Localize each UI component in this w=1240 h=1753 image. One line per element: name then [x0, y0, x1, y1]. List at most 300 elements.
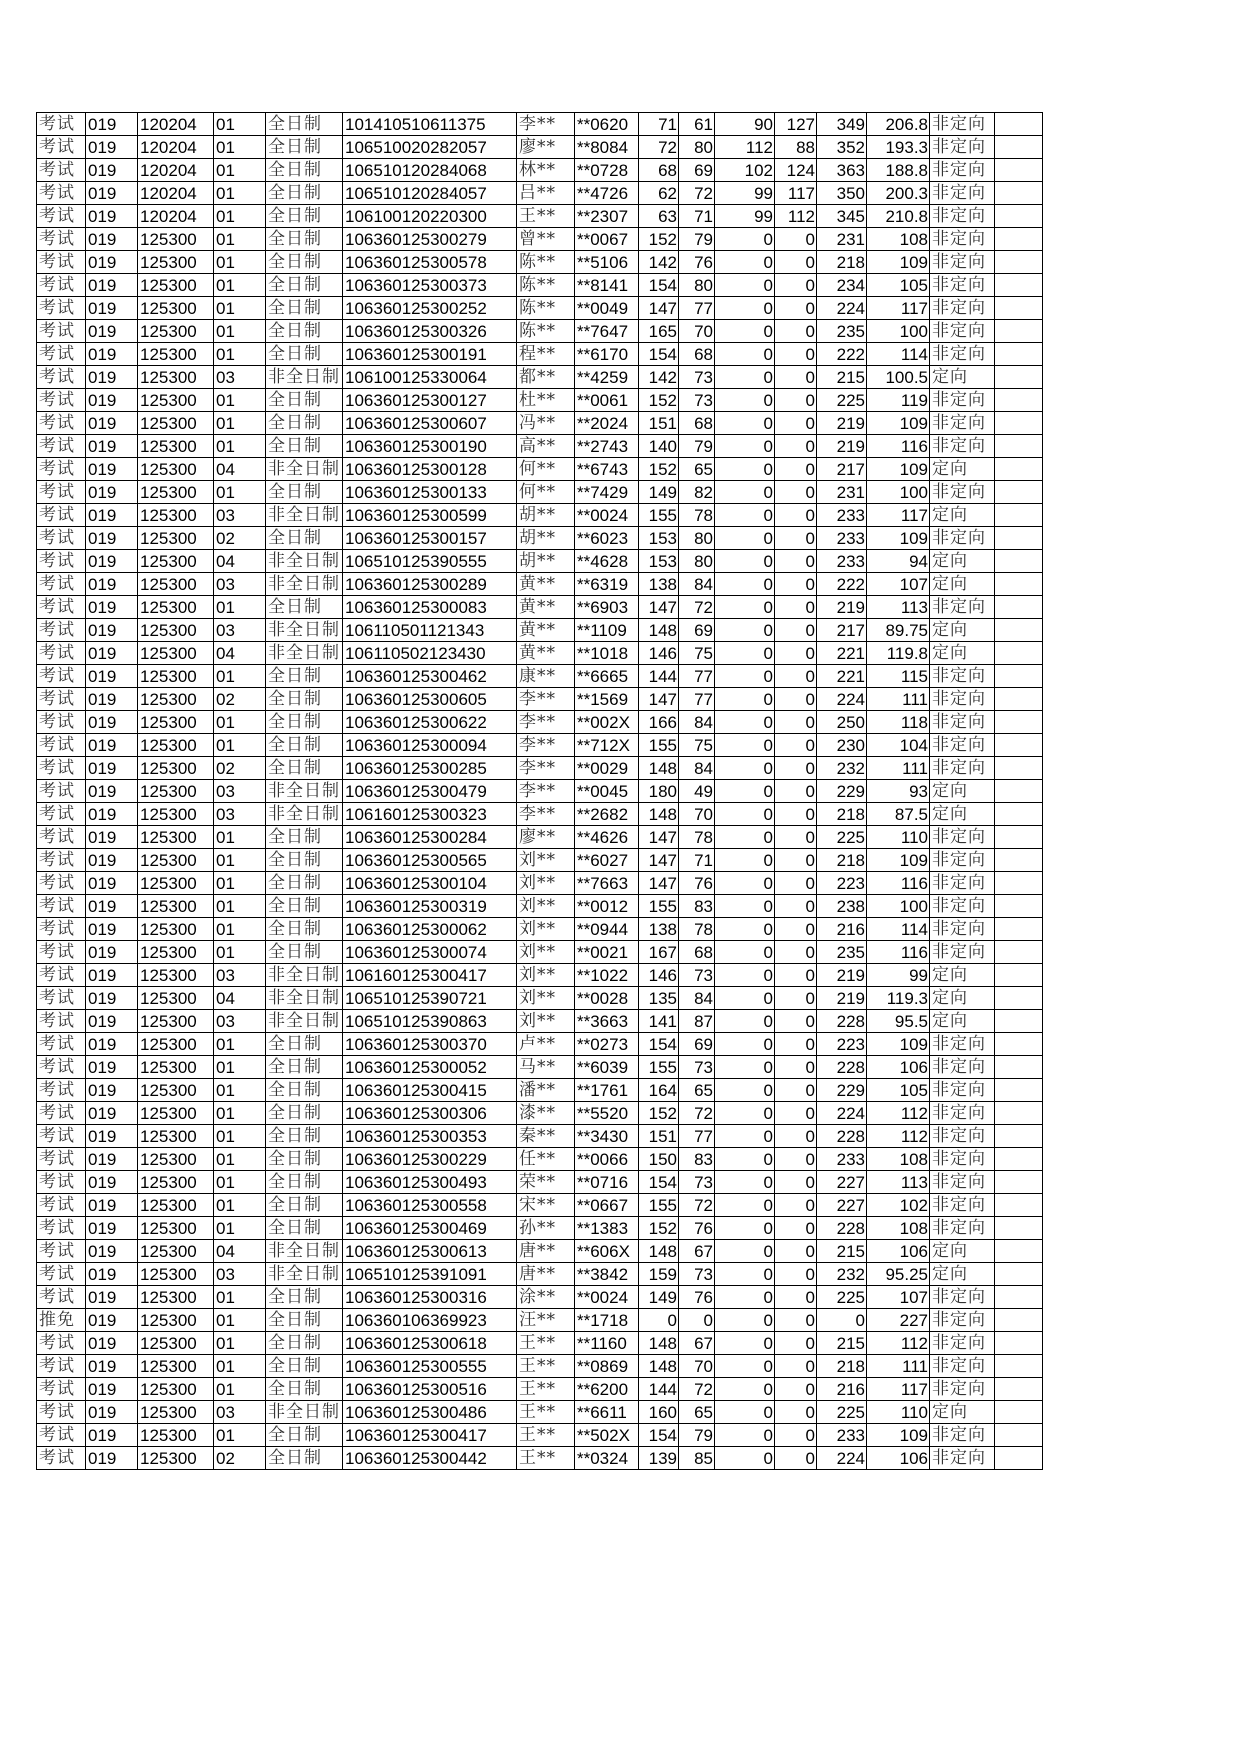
total-score-cell: 229 — [817, 780, 867, 803]
study-mode-cell: 全日制 — [266, 1102, 343, 1125]
score-subject3-cell: 0 — [715, 1332, 775, 1355]
candidate-id-cell: 106360125300094 — [343, 734, 517, 757]
score-english-cell: 70 — [679, 1355, 715, 1378]
major-code-cell: 125300 — [138, 849, 214, 872]
score-subject4-cell: 0 — [775, 895, 817, 918]
study-mode-cell: 非全日制 — [266, 780, 343, 803]
retest-score-cell: 100 — [867, 481, 930, 504]
dept-code-cell: 019 — [86, 1286, 138, 1309]
candidate-id-cell: 106360125300326 — [343, 320, 517, 343]
id-suffix-cell: **4628 — [575, 550, 639, 573]
candidate-id-cell: 106510120284057 — [343, 182, 517, 205]
total-score-cell: 225 — [817, 1286, 867, 1309]
study-mode-cell: 全日制 — [266, 320, 343, 343]
score-subject4-cell: 0 — [775, 1079, 817, 1102]
remark-cell — [995, 504, 1043, 527]
total-score-cell: 225 — [817, 826, 867, 849]
total-score-cell: 219 — [817, 412, 867, 435]
score-subject3-cell: 0 — [715, 596, 775, 619]
retest-score-cell: 227 — [867, 1309, 930, 1332]
id-suffix-cell: **0029 — [575, 757, 639, 780]
score-english-cell: 78 — [679, 918, 715, 941]
remark-cell — [995, 826, 1043, 849]
candidate-name-cell: 陈** — [517, 320, 575, 343]
score-subject3-cell: 0 — [715, 1079, 775, 1102]
exam-type-cell: 考试 — [37, 1378, 86, 1401]
orientation-cell: 定向 — [930, 803, 995, 826]
candidate-name-cell: 马** — [517, 1056, 575, 1079]
exam-type-cell: 考试 — [37, 1125, 86, 1148]
orientation-cell: 定向 — [930, 1401, 995, 1424]
table-row — [37, 297, 1043, 320]
candidate-name-cell: 李** — [517, 688, 575, 711]
orientation-cell: 非定向 — [930, 734, 995, 757]
candidate-id-cell: 106360125300052 — [343, 1056, 517, 1079]
score-english-cell: 80 — [679, 550, 715, 573]
total-score-cell: 215 — [817, 1332, 867, 1355]
score-subject4-cell: 0 — [775, 596, 817, 619]
orientation-cell: 非定向 — [930, 895, 995, 918]
major-code-cell: 125300 — [138, 228, 214, 251]
candidate-name-cell: 王** — [517, 1355, 575, 1378]
candidate-name-cell: 高** — [517, 435, 575, 458]
candidate-id-cell: 106360125300479 — [343, 780, 517, 803]
candidate-id-cell: 106360125300316 — [343, 1286, 517, 1309]
score-subject4-cell: 0 — [775, 1102, 817, 1125]
score-subject3-cell: 0 — [715, 642, 775, 665]
orientation-cell: 非定向 — [930, 136, 995, 159]
dept-code-cell: 019 — [86, 527, 138, 550]
candidate-name-cell: 刘** — [517, 849, 575, 872]
score-subject4-cell: 0 — [775, 527, 817, 550]
retest-score-cell: 105 — [867, 1079, 930, 1102]
candidate-id-cell: 106360125300133 — [343, 481, 517, 504]
score-subject3-cell: 112 — [715, 136, 775, 159]
score-subject4-cell: 0 — [775, 573, 817, 596]
major-code-cell: 125300 — [138, 1240, 214, 1263]
table-row — [37, 1263, 1043, 1286]
remark-cell — [995, 1309, 1043, 1332]
candidate-name-cell: 唐** — [517, 1263, 575, 1286]
orientation-cell: 非定向 — [930, 1447, 995, 1470]
orientation-cell: 非定向 — [930, 1125, 995, 1148]
retest-score-cell: 106 — [867, 1240, 930, 1263]
score-subject3-cell: 0 — [715, 1401, 775, 1424]
score-english-cell: 77 — [679, 688, 715, 711]
total-score-cell: 227 — [817, 1194, 867, 1217]
study-mode-cell: 全日制 — [266, 228, 343, 251]
score-politics-cell: 151 — [639, 412, 679, 435]
score-politics-cell: 148 — [639, 757, 679, 780]
score-subject4-cell: 0 — [775, 481, 817, 504]
remark-cell — [995, 274, 1043, 297]
candidate-name-cell: 胡** — [517, 550, 575, 573]
remark-cell — [995, 136, 1043, 159]
orientation-cell: 非定向 — [930, 205, 995, 228]
table-row — [37, 366, 1043, 389]
score-subject3-cell: 0 — [715, 734, 775, 757]
direction-code-cell: 02 — [214, 688, 266, 711]
id-suffix-cell: **0716 — [575, 1171, 639, 1194]
id-suffix-cell: **3430 — [575, 1125, 639, 1148]
direction-code-cell: 01 — [214, 1332, 266, 1355]
score-politics-cell: 150 — [639, 1148, 679, 1171]
candidate-name-cell: 都** — [517, 366, 575, 389]
score-subject3-cell: 0 — [715, 872, 775, 895]
exam-type-cell: 考试 — [37, 458, 86, 481]
total-score-cell: 233 — [817, 527, 867, 550]
score-politics-cell: 164 — [639, 1079, 679, 1102]
table-row — [37, 619, 1043, 642]
remark-cell — [995, 573, 1043, 596]
table-row — [37, 872, 1043, 895]
score-politics-cell: 138 — [639, 573, 679, 596]
score-subject4-cell: 0 — [775, 872, 817, 895]
study-mode-cell: 全日制 — [266, 274, 343, 297]
score-english-cell: 78 — [679, 826, 715, 849]
direction-code-cell: 01 — [214, 895, 266, 918]
orientation-cell: 定向 — [930, 550, 995, 573]
dept-code-cell: 019 — [86, 1424, 138, 1447]
study-mode-cell: 非全日制 — [266, 642, 343, 665]
score-subject4-cell: 0 — [775, 780, 817, 803]
retest-score-cell: 109 — [867, 527, 930, 550]
table-row — [37, 1102, 1043, 1125]
candidate-id-cell: 106360125300469 — [343, 1217, 517, 1240]
score-politics-cell: 71 — [639, 113, 679, 136]
exam-type-cell: 考试 — [37, 1056, 86, 1079]
remark-cell — [995, 550, 1043, 573]
total-score-cell: 228 — [817, 1056, 867, 1079]
retest-score-cell: 206.8 — [867, 113, 930, 136]
direction-code-cell: 01 — [214, 734, 266, 757]
major-code-cell: 125300 — [138, 366, 214, 389]
candidate-id-cell: 106360125300279 — [343, 228, 517, 251]
score-subject3-cell: 0 — [715, 1309, 775, 1332]
dept-code-cell: 019 — [86, 136, 138, 159]
candidate-name-cell: 康** — [517, 665, 575, 688]
total-score-cell: 222 — [817, 573, 867, 596]
score-subject3-cell: 0 — [715, 619, 775, 642]
score-subject3-cell: 0 — [715, 573, 775, 596]
exam-type-cell: 考试 — [37, 412, 86, 435]
remark-cell — [995, 1263, 1043, 1286]
score-politics-cell: 154 — [639, 1424, 679, 1447]
exam-type-cell: 考试 — [37, 757, 86, 780]
direction-code-cell: 03 — [214, 1263, 266, 1286]
score-politics-cell: 147 — [639, 849, 679, 872]
total-score-cell: 224 — [817, 1102, 867, 1125]
score-subject4-cell: 0 — [775, 1286, 817, 1309]
major-code-cell: 125300 — [138, 780, 214, 803]
exam-type-cell: 考试 — [37, 573, 86, 596]
score-subject3-cell: 0 — [715, 481, 775, 504]
major-code-cell: 125300 — [138, 941, 214, 964]
orientation-cell: 非定向 — [930, 872, 995, 895]
candidate-id-cell: 106360125300285 — [343, 757, 517, 780]
total-score-cell: 219 — [817, 964, 867, 987]
major-code-cell: 125300 — [138, 757, 214, 780]
study-mode-cell: 全日制 — [266, 1332, 343, 1355]
direction-code-cell: 03 — [214, 964, 266, 987]
remark-cell — [995, 1217, 1043, 1240]
score-english-cell: 72 — [679, 1378, 715, 1401]
score-subject3-cell: 0 — [715, 389, 775, 412]
retest-score-cell: 115 — [867, 665, 930, 688]
id-suffix-cell: **1109 — [575, 619, 639, 642]
table-row — [37, 918, 1043, 941]
dept-code-cell: 019 — [86, 435, 138, 458]
total-score-cell: 238 — [817, 895, 867, 918]
remark-cell — [995, 619, 1043, 642]
id-suffix-cell: **0028 — [575, 987, 639, 1010]
total-score-cell: 235 — [817, 320, 867, 343]
candidate-name-cell: 刘** — [517, 1010, 575, 1033]
score-subject4-cell: 0 — [775, 458, 817, 481]
table-row — [37, 458, 1043, 481]
score-subject4-cell: 0 — [775, 803, 817, 826]
candidate-name-cell: 李** — [517, 734, 575, 757]
retest-score-cell: 106 — [867, 1056, 930, 1079]
retest-score-cell: 95.5 — [867, 1010, 930, 1033]
retest-score-cell: 108 — [867, 228, 930, 251]
dept-code-cell: 019 — [86, 1148, 138, 1171]
score-politics-cell: 139 — [639, 1447, 679, 1470]
direction-code-cell: 03 — [214, 366, 266, 389]
orientation-cell: 非定向 — [930, 182, 995, 205]
score-subject3-cell: 90 — [715, 113, 775, 136]
direction-code-cell: 01 — [214, 343, 266, 366]
study-mode-cell: 非全日制 — [266, 366, 343, 389]
orientation-cell: 定向 — [930, 964, 995, 987]
orientation-cell: 非定向 — [930, 527, 995, 550]
score-english-cell: 71 — [679, 849, 715, 872]
total-score-cell: 216 — [817, 918, 867, 941]
id-suffix-cell: **1022 — [575, 964, 639, 987]
score-politics-cell: 149 — [639, 481, 679, 504]
score-english-cell: 84 — [679, 573, 715, 596]
orientation-cell: 非定向 — [930, 297, 995, 320]
remark-cell — [995, 205, 1043, 228]
candidate-name-cell: 陈** — [517, 297, 575, 320]
major-code-cell: 125300 — [138, 803, 214, 826]
total-score-cell: 216 — [817, 1378, 867, 1401]
table-row — [37, 320, 1043, 343]
candidate-name-cell: 刘** — [517, 918, 575, 941]
exam-type-cell: 考试 — [37, 619, 86, 642]
orientation-cell: 非定向 — [930, 274, 995, 297]
dept-code-cell: 019 — [86, 389, 138, 412]
major-code-cell: 125300 — [138, 1332, 214, 1355]
candidate-name-cell: 何** — [517, 481, 575, 504]
candidate-name-cell: 汪** — [517, 1309, 575, 1332]
exam-type-cell: 考试 — [37, 1424, 86, 1447]
score-english-cell: 85 — [679, 1447, 715, 1470]
exam-type-cell: 考试 — [37, 343, 86, 366]
total-score-cell: 349 — [817, 113, 867, 136]
exam-type-cell: 考试 — [37, 182, 86, 205]
total-score-cell: 350 — [817, 182, 867, 205]
study-mode-cell: 全日制 — [266, 1378, 343, 1401]
score-english-cell: 76 — [679, 1217, 715, 1240]
orientation-cell: 非定向 — [930, 412, 995, 435]
total-score-cell: 221 — [817, 665, 867, 688]
total-score-cell: 232 — [817, 1263, 867, 1286]
direction-code-cell: 01 — [214, 113, 266, 136]
exam-type-cell: 考试 — [37, 366, 86, 389]
score-english-cell: 49 — [679, 780, 715, 803]
major-code-cell: 125300 — [138, 1194, 214, 1217]
remark-cell — [995, 734, 1043, 757]
direction-code-cell: 03 — [214, 1010, 266, 1033]
score-english-cell: 77 — [679, 1125, 715, 1148]
score-politics-cell: 146 — [639, 642, 679, 665]
dept-code-cell: 019 — [86, 757, 138, 780]
candidate-id-cell: 106360125300607 — [343, 412, 517, 435]
remark-cell — [995, 803, 1043, 826]
table-row — [37, 1171, 1043, 1194]
remark-cell — [995, 481, 1043, 504]
id-suffix-cell: **0067 — [575, 228, 639, 251]
direction-code-cell: 01 — [214, 205, 266, 228]
score-english-cell: 65 — [679, 1079, 715, 1102]
retest-score-cell: 110 — [867, 826, 930, 849]
retest-score-cell: 102 — [867, 1194, 930, 1217]
table-row — [37, 642, 1043, 665]
id-suffix-cell: **6023 — [575, 527, 639, 550]
remark-cell — [995, 435, 1043, 458]
direction-code-cell: 01 — [214, 159, 266, 182]
candidate-id-cell: 106360125300062 — [343, 918, 517, 941]
remark-cell — [995, 596, 1043, 619]
candidate-name-cell: 曾** — [517, 228, 575, 251]
score-subject4-cell: 0 — [775, 711, 817, 734]
table-row — [37, 136, 1043, 159]
remark-cell — [995, 711, 1043, 734]
total-score-cell: 232 — [817, 757, 867, 780]
dept-code-cell: 019 — [86, 1240, 138, 1263]
orientation-cell: 非定向 — [930, 1378, 995, 1401]
candidate-id-cell: 106360125300289 — [343, 573, 517, 596]
study-mode-cell: 非全日制 — [266, 803, 343, 826]
remark-cell — [995, 642, 1043, 665]
major-code-cell: 125300 — [138, 895, 214, 918]
dept-code-cell: 019 — [86, 1056, 138, 1079]
study-mode-cell: 全日制 — [266, 826, 343, 849]
dept-code-cell: 019 — [86, 918, 138, 941]
id-suffix-cell: **0024 — [575, 1286, 639, 1309]
direction-code-cell: 01 — [214, 1079, 266, 1102]
retest-score-cell: 119.3 — [867, 987, 930, 1010]
id-suffix-cell: **0061 — [575, 389, 639, 412]
candidate-name-cell: 王** — [517, 1378, 575, 1401]
study-mode-cell: 全日制 — [266, 1033, 343, 1056]
table-row — [37, 1286, 1043, 1309]
direction-code-cell: 01 — [214, 1355, 266, 1378]
id-suffix-cell: **4259 — [575, 366, 639, 389]
score-subject4-cell: 0 — [775, 734, 817, 757]
retest-score-cell: 87.5 — [867, 803, 930, 826]
total-score-cell: 218 — [817, 251, 867, 274]
score-politics-cell: 148 — [639, 619, 679, 642]
dept-code-cell: 019 — [86, 849, 138, 872]
score-subject3-cell: 0 — [715, 826, 775, 849]
orientation-cell: 非定向 — [930, 1079, 995, 1102]
remark-cell — [995, 987, 1043, 1010]
candidate-id-cell: 106360125300229 — [343, 1148, 517, 1171]
total-score-cell: 218 — [817, 1355, 867, 1378]
dept-code-cell: 019 — [86, 182, 138, 205]
score-subject4-cell: 0 — [775, 1033, 817, 1056]
score-english-cell: 73 — [679, 964, 715, 987]
score-english-cell: 65 — [679, 1401, 715, 1424]
study-mode-cell: 全日制 — [266, 1148, 343, 1171]
score-subject3-cell: 0 — [715, 1148, 775, 1171]
retest-score-cell: 113 — [867, 596, 930, 619]
retest-score-cell: 100.5 — [867, 366, 930, 389]
score-english-cell: 68 — [679, 412, 715, 435]
total-score-cell: 234 — [817, 274, 867, 297]
direction-code-cell: 03 — [214, 504, 266, 527]
table-row — [37, 228, 1043, 251]
remark-cell — [995, 320, 1043, 343]
exam-type-cell: 考试 — [37, 1033, 86, 1056]
direction-code-cell: 01 — [214, 665, 266, 688]
major-code-cell: 125300 — [138, 389, 214, 412]
score-politics-cell: 152 — [639, 1102, 679, 1125]
direction-code-cell: 01 — [214, 1056, 266, 1079]
score-politics-cell: 142 — [639, 366, 679, 389]
candidate-id-cell: 106360125300516 — [343, 1378, 517, 1401]
candidate-name-cell: 刘** — [517, 941, 575, 964]
score-subject4-cell: 0 — [775, 1171, 817, 1194]
candidate-name-cell: 刘** — [517, 987, 575, 1010]
retest-score-cell: 112 — [867, 1102, 930, 1125]
exam-type-cell: 考试 — [37, 274, 86, 297]
dept-code-cell: 019 — [86, 619, 138, 642]
score-politics-cell: 148 — [639, 1332, 679, 1355]
score-english-cell: 77 — [679, 297, 715, 320]
study-mode-cell: 全日制 — [266, 1079, 343, 1102]
total-score-cell: 222 — [817, 343, 867, 366]
dept-code-cell: 019 — [86, 665, 138, 688]
candidate-id-cell: 106110502123430 — [343, 642, 517, 665]
score-subject4-cell: 0 — [775, 941, 817, 964]
score-english-cell: 87 — [679, 1010, 715, 1033]
table-row — [37, 1010, 1043, 1033]
score-politics-cell: 154 — [639, 274, 679, 297]
exam-type-cell: 考试 — [37, 1217, 86, 1240]
score-subject3-cell: 0 — [715, 1194, 775, 1217]
exam-type-cell: 考试 — [37, 1240, 86, 1263]
score-subject3-cell: 0 — [715, 458, 775, 481]
orientation-cell: 定向 — [930, 1263, 995, 1286]
retest-score-cell: 116 — [867, 435, 930, 458]
score-politics-cell: 135 — [639, 987, 679, 1010]
study-mode-cell: 全日制 — [266, 481, 343, 504]
dept-code-cell: 019 — [86, 251, 138, 274]
score-subject4-cell: 0 — [775, 1125, 817, 1148]
score-subject3-cell: 0 — [715, 274, 775, 297]
id-suffix-cell: **502X — [575, 1424, 639, 1447]
id-suffix-cell: **5106 — [575, 251, 639, 274]
dept-code-cell: 019 — [86, 642, 138, 665]
dept-code-cell: 019 — [86, 1171, 138, 1194]
candidate-name-cell: 胡** — [517, 504, 575, 527]
score-subject4-cell: 0 — [775, 228, 817, 251]
study-mode-cell: 全日制 — [266, 1309, 343, 1332]
candidate-name-cell: 刘** — [517, 895, 575, 918]
